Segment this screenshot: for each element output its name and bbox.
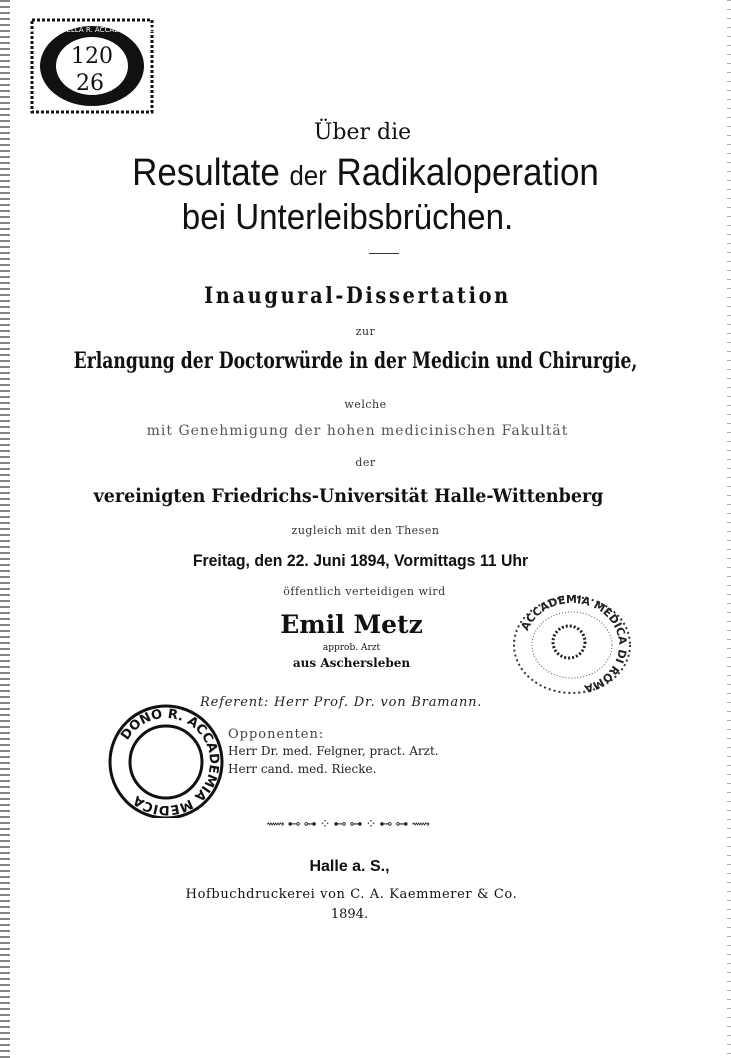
title-word-radikaloperation: Radikaloperation	[336, 152, 599, 194]
title-word-der: der	[289, 160, 327, 191]
printer: Hofbuchdruckerei von C. A. Kaemmerer & Co.	[185, 887, 518, 902]
faculty-approval: mit Genehmigung der hohen medicinischen Fakultät	[146, 423, 569, 439]
ornament-divider: ⟿⊷⊶⁘⊷⊶⁘⊷⊶⟿	[265, 817, 434, 832]
opponent-2: Herr cand. med. Riecke.	[228, 762, 377, 776]
title-prefix: Über die	[313, 120, 412, 145]
main-title-line2: bei Unterleibsbrüchen.	[181, 196, 514, 237]
dissertation-heading: Inaugural-Dissertation	[204, 283, 511, 309]
opponents-label: Opponenten:	[228, 727, 325, 742]
theses-text: zugleich mit den Thesen	[291, 524, 440, 537]
author-name: Emil Metz	[280, 610, 423, 639]
university-name: vereinigten Friedrichs-Universität Halle-Wittenberg	[93, 485, 604, 507]
shelfmark-stamp	[17, 18, 167, 114]
der-text: der	[355, 456, 376, 469]
shelfmark-line2: 26	[76, 71, 104, 96]
opponent-1: Herr Dr. med. Felgner, pract. Arzt.	[228, 744, 439, 758]
publication-year: 1894.	[330, 907, 369, 922]
author-origin: aus Aschersleben	[292, 656, 411, 670]
publication-place: Halle a. S.,	[309, 858, 390, 875]
author-title: approb. Arzt	[322, 643, 381, 653]
zur-text: zur	[355, 325, 376, 338]
defense-text: öffentlich verteidigen wird	[283, 585, 446, 598]
referent: Referent: Herr Prof. Dr. von Bramann.	[200, 695, 483, 710]
roma-stamp	[505, 590, 640, 695]
donor-stamp	[100, 700, 230, 818]
donor-ring-text: DONO R. ACCADEMIA MEDICA	[118, 706, 222, 818]
title-divider	[369, 253, 399, 254]
welche-text: welche	[344, 398, 387, 411]
shelfmark-ring-text: BIBLIOTECA DELLA R. ACCADEMIA MEDICA	[17, 26, 167, 34]
degree-purpose: Erlangung der Doctorwürde in der Medicin und Chirurgie,	[73, 348, 638, 374]
title-word-resultate: Resultate	[132, 152, 280, 194]
main-title-line1	[29, 152, 702, 195]
defense-date: Freitag, den 22. Juni 1894, Vormittags 11 Uhr	[192, 551, 529, 570]
shelfmark-line1: 120	[71, 44, 113, 69]
roma-ring-text: ACCADEMIA MEDICA DI ROMA	[518, 592, 630, 695]
